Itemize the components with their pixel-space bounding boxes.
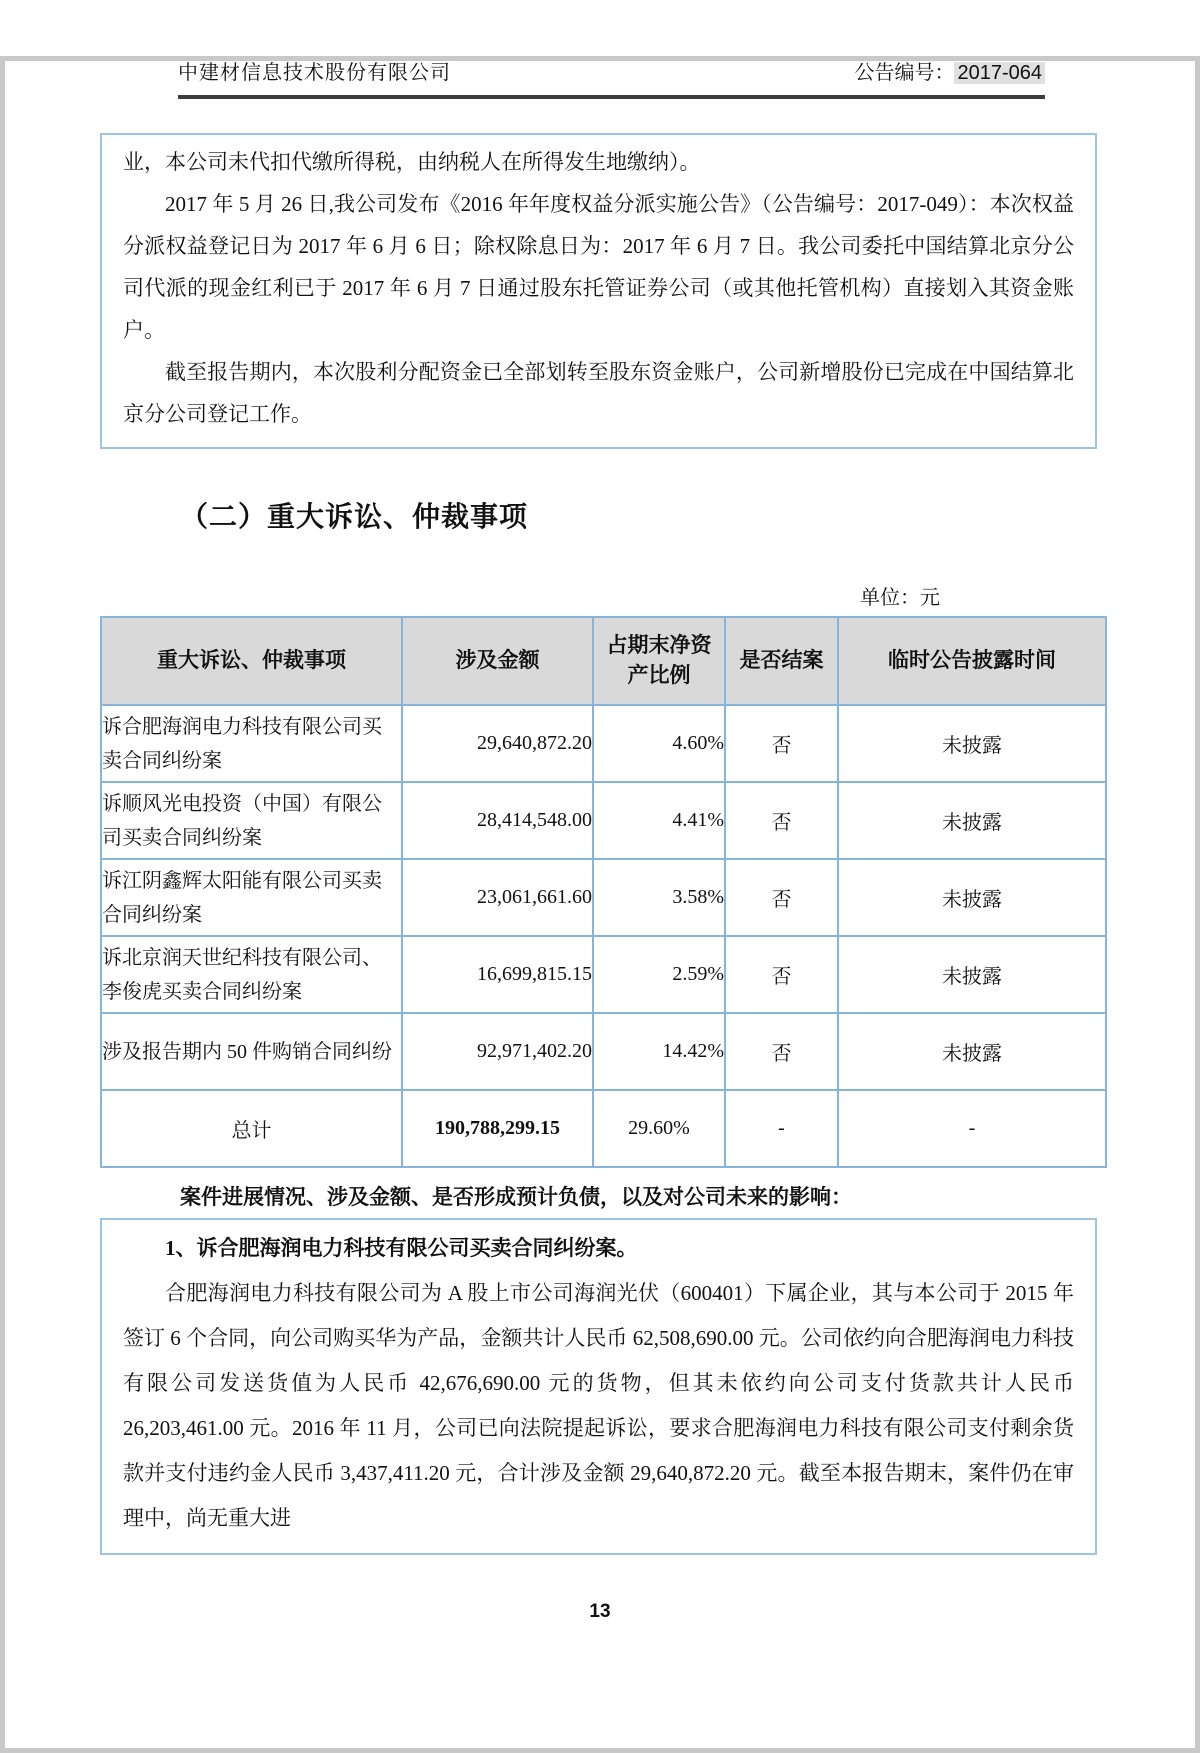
case-name: 诉顺风光电投资（中国）有限公司买卖合同纠纷案 xyxy=(101,782,402,859)
paragraph: 2017 年 5 月 26 日,我公司发布《2016 年年度权益分派实施公告》（公告编号：2017-049）：本次权益分派权益登记日为 2017 年 6 月 6 日；除权除息日为：2017 年 6 月 7 日。我公司委托中国结算北京分公司代派的现金红利已于 2017 年 6 月 7 日通过股东托管证券公司（或其他托管机构）直接划入其资金账户。 xyxy=(123,192,1074,342)
paragraph: 截至报告期内，本次股利分配资金已全部划转至股东资金账户，公司新增股份已完成在中国结算北京分公司登记工作。 xyxy=(123,360,1074,426)
announcement-no-value: 2017-064 xyxy=(954,62,1045,84)
total-amount: 190,788,299.15 xyxy=(402,1090,593,1167)
progress-statement: 案件进展情况、涉及金额、是否形成预计负债，以及对公司未来的影响： xyxy=(180,1186,852,1209)
case-title: 1、诉合肥海润电力科技有限公司买卖合同纠纷案。 xyxy=(165,1236,638,1260)
page-header xyxy=(178,56,1045,99)
company-name: 中建材信息技术股份有限公司 xyxy=(178,62,451,84)
case-disclosure: 未披露 xyxy=(838,1013,1106,1090)
case-amount: 28,414,548.00 xyxy=(402,782,593,859)
case-settled: 否 xyxy=(725,859,838,936)
case-disclosure: 未披露 xyxy=(838,705,1106,782)
table-row xyxy=(101,936,1106,1013)
case-name: 诉北京润天世纪科技有限公司、李俊虎买卖合同纠纷案 xyxy=(101,936,402,1013)
total-disclosure: - xyxy=(838,1090,1106,1167)
announcement-label: 公告编号： xyxy=(854,62,955,84)
document-page xyxy=(0,56,1200,1753)
case-settled: 否 xyxy=(725,705,838,782)
total-label: 总计 xyxy=(101,1090,402,1167)
case-disclosure: 未披露 xyxy=(838,782,1106,859)
case-settled: 否 xyxy=(725,1013,838,1090)
lawsuit-table xyxy=(100,616,1107,1168)
table-row xyxy=(101,859,1106,936)
case-amount: 16,699,815.15 xyxy=(402,936,593,1013)
table-row xyxy=(101,782,1106,859)
case-settled: 否 xyxy=(725,936,838,1013)
case-ratio: 14.42% xyxy=(593,1013,725,1090)
paragraph: 合肥海润电力科技有限公司为 A 股上市公司海润光伏（600401）下属企业，其与本公司于 2015 年签订 6 个合同，向公司购买华为产品，金额共计人民币 62,508,690.00 元。公司依约向合肥海润电力科技有限公司发送货值为人民币 42,676,690.00 元的货物，但其未依约向公司支付货款共计人民币 26,203,461.00 元。2016 年 11 月，公司已向法院提起诉讼，要求合肥海润电力科技有限公司支付剩余货款并支付违约金人民币 3,437,411.20 元，合计涉及金额 29,640,872.20 元。截至本报告期末，案件仍在审理中，尚无重大进 xyxy=(123,1281,1074,1530)
case-name: 诉江阴鑫辉太阳能有限公司买卖合同纠纷案 xyxy=(101,859,402,936)
column-header-matters: 重大诉讼、仲裁事项 xyxy=(101,617,402,705)
table-row xyxy=(101,705,1106,782)
case-ratio: 4.41% xyxy=(593,782,725,859)
column-header-settled: 是否结案 xyxy=(725,617,838,705)
case-amount: 92,971,402.20 xyxy=(402,1013,593,1090)
section-heading: （二）重大诉讼、仲裁事项 xyxy=(180,501,529,532)
case-name: 诉合肥海润电力科技有限公司买卖合同纠纷案 xyxy=(101,705,402,782)
total-ratio: 29.60% xyxy=(593,1090,725,1167)
page-number: 13 xyxy=(589,1601,611,1622)
column-header-disclosure: 临时公告披露时间 xyxy=(838,617,1106,705)
table-row xyxy=(101,1013,1106,1090)
table-header-row xyxy=(101,617,1106,705)
unit-label: 单位：元 xyxy=(860,587,940,609)
case-name: 涉及报告期内 50 件购销合同纠纷 xyxy=(101,1013,402,1090)
case-disclosure: 未披露 xyxy=(838,936,1106,1013)
paragraph: 业，本公司未代扣代缴所得税，由纳税人在所得发生地缴纳）。 xyxy=(123,150,701,174)
column-header-ratio: 占期末净资产比例 xyxy=(593,617,725,705)
case-amount: 29,640,872.20 xyxy=(402,705,593,782)
announcement-number xyxy=(854,56,1045,85)
column-header-amount: 涉及金额 xyxy=(402,617,593,705)
case-settled: 否 xyxy=(725,782,838,859)
case-disclosure: 未披露 xyxy=(838,859,1106,936)
case-detail-box xyxy=(100,1218,1097,1555)
case-ratio: 4.60% xyxy=(593,705,725,782)
table-total-row xyxy=(101,1090,1106,1167)
dividend-text-box xyxy=(100,133,1097,449)
total-settled: - xyxy=(725,1090,838,1167)
case-ratio: 2.59% xyxy=(593,936,725,1013)
case-amount: 23,061,661.60 xyxy=(402,859,593,936)
case-ratio: 3.58% xyxy=(593,859,725,936)
